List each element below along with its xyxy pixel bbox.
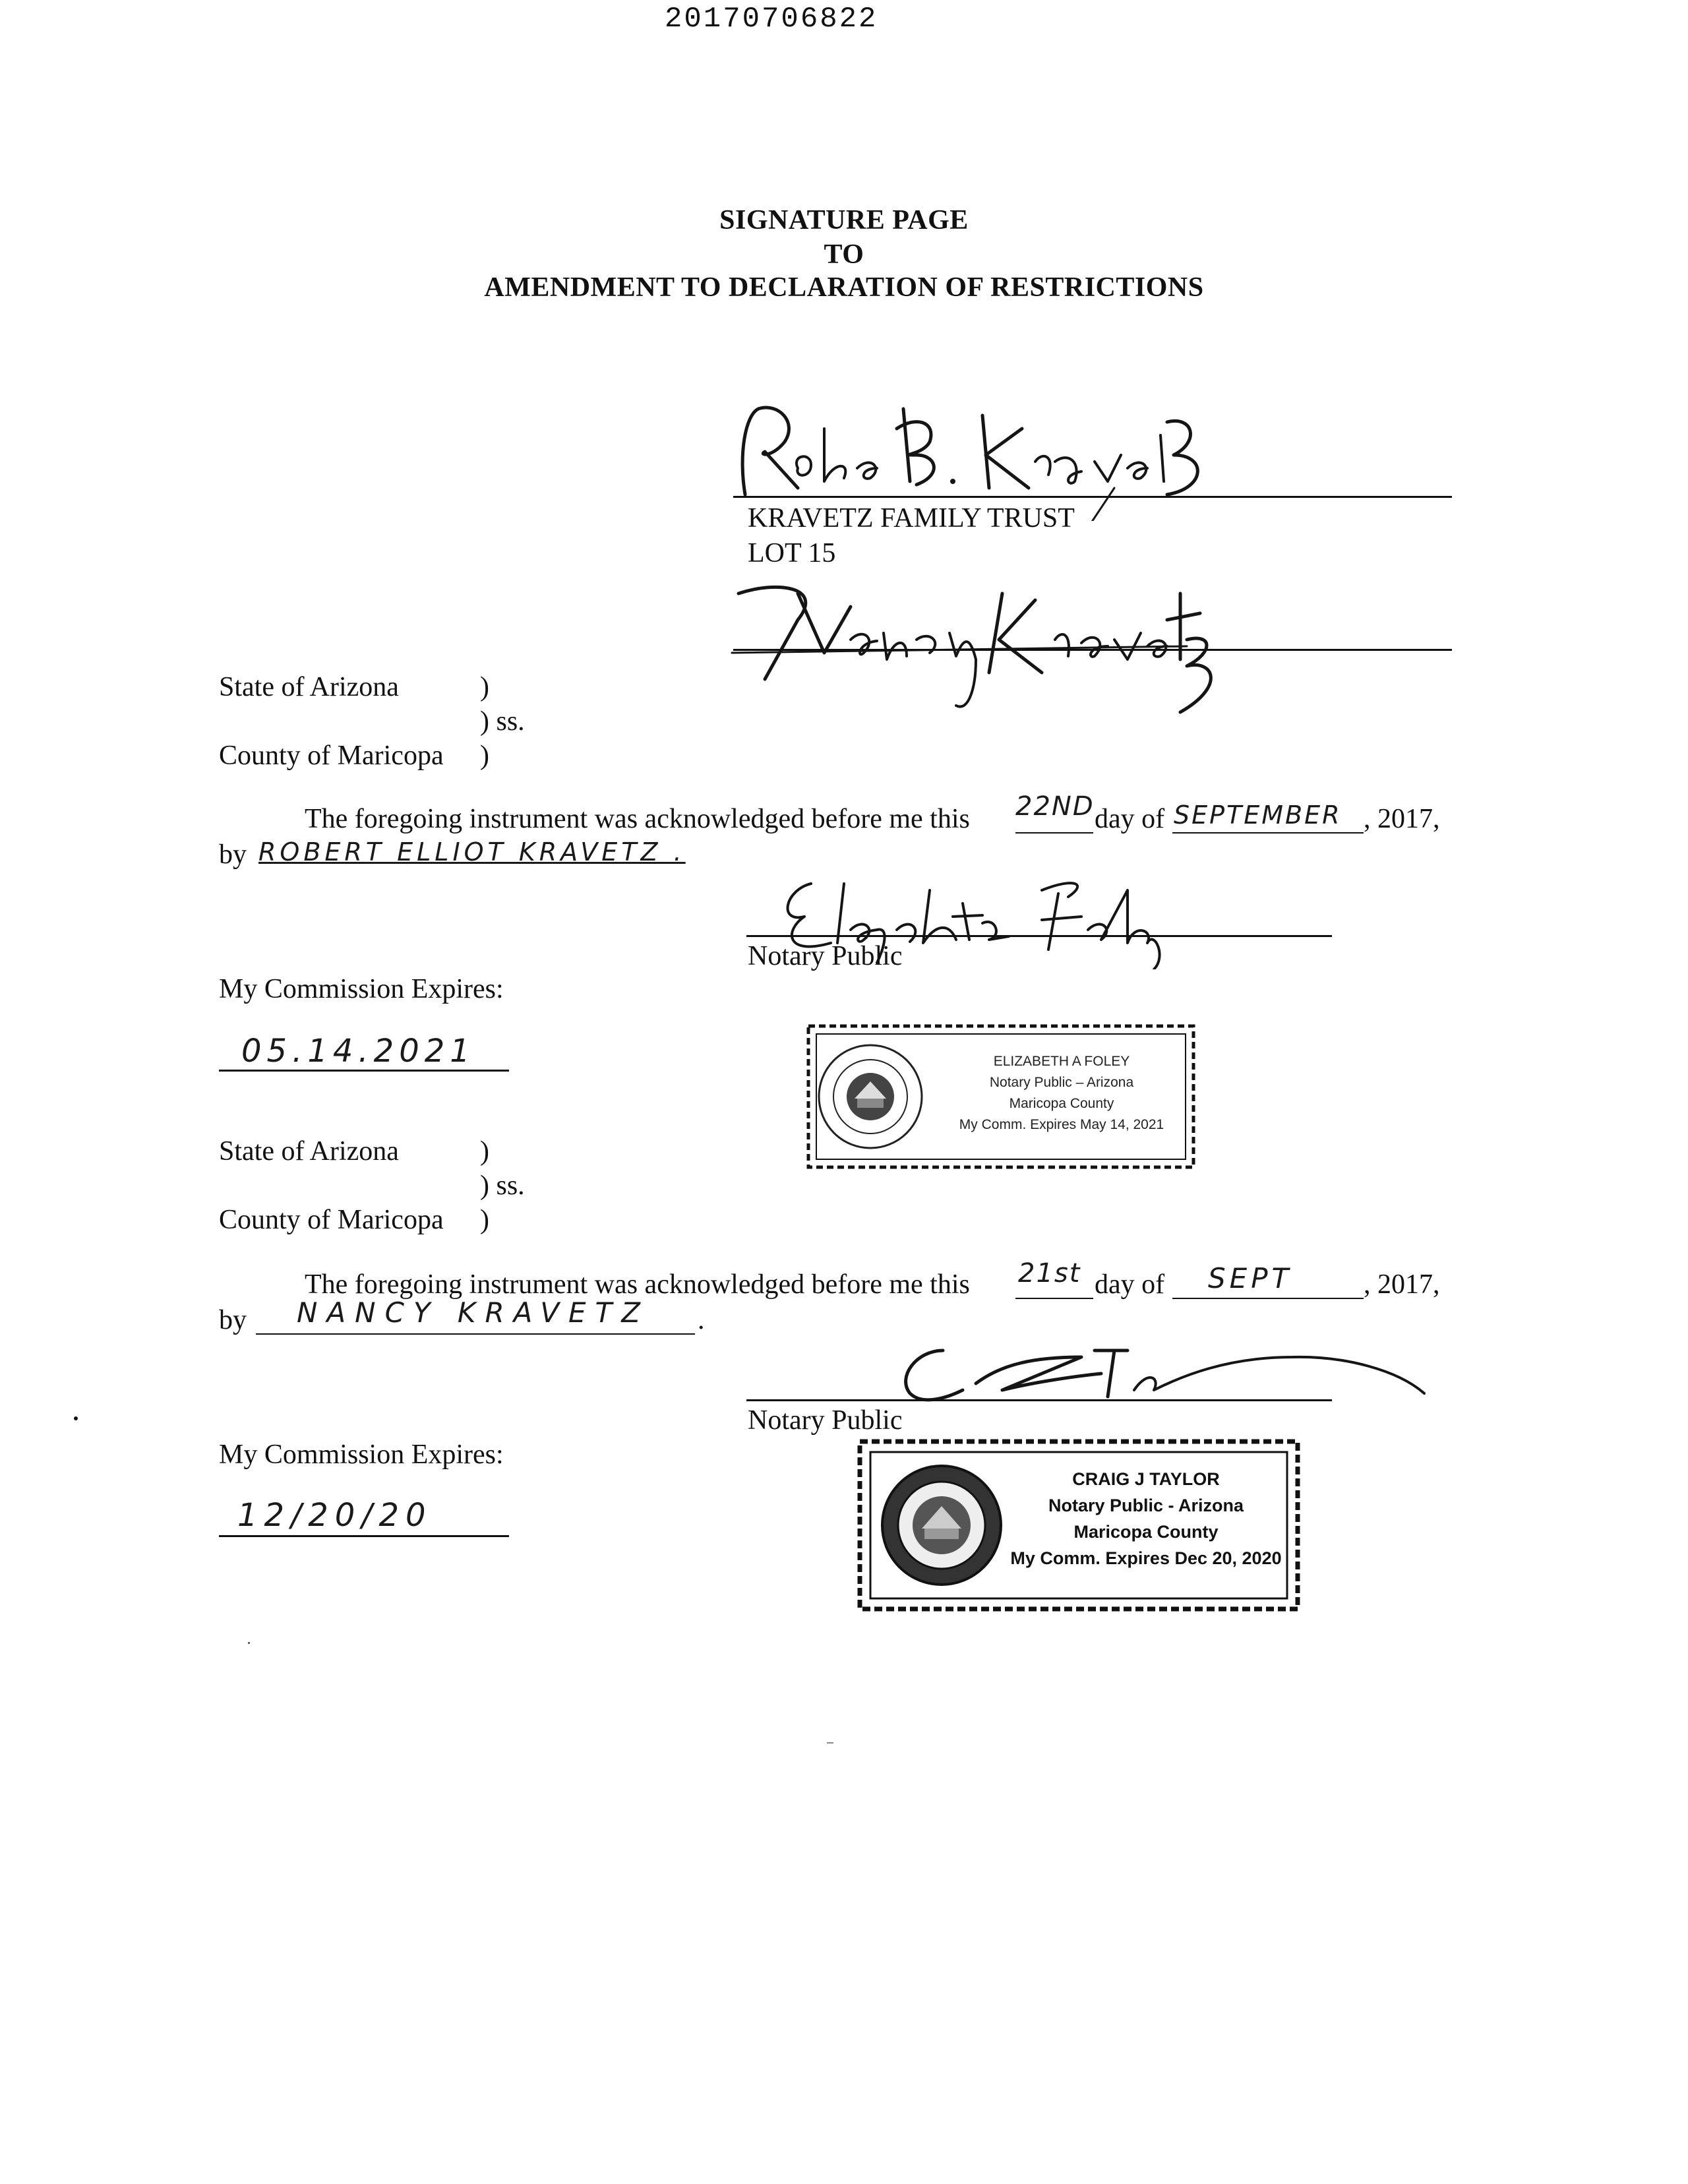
stamp1-line4: My Comm. Expires May 14, 2021 xyxy=(959,1117,1164,1132)
notary-signature-craig-taylor xyxy=(884,1337,1437,1416)
ack2-month-line xyxy=(1172,1298,1364,1299)
scan-speck xyxy=(827,1742,833,1744)
ack2-year: , 2017, xyxy=(1364,1269,1440,1300)
title-line-2: TO xyxy=(824,239,864,270)
state-seal-icon xyxy=(819,1045,922,1148)
notary-stamp-craig-taylor xyxy=(856,1436,1304,1614)
ack2-commission-date: 12/20/20 xyxy=(237,1497,433,1534)
ack1-month: SEPTEMBER xyxy=(1174,801,1342,830)
ack2-by-name: NANCY KRAVETZ xyxy=(297,1296,649,1329)
ack1-commission-label: My Commission Expires: xyxy=(219,974,504,1004)
ack1-notary-label: Notary Public xyxy=(748,941,903,971)
stamp2-line2: Notary Public - Arizona xyxy=(1048,1496,1244,1515)
ack1-year: , 2017, xyxy=(1364,804,1440,834)
ack2-text-before-day: The foregoing instrument was acknowledged before me this xyxy=(305,1269,970,1300)
ack2-state: State of Arizona xyxy=(219,1136,399,1167)
ack1-commission-date: 05.14.2021 xyxy=(241,1033,475,1070)
ack1-day-of: day of xyxy=(1095,804,1165,834)
ack2-day: 21st xyxy=(1018,1258,1081,1289)
ack2-notary-label: Notary Public xyxy=(748,1405,903,1436)
stamp1-name: ELIZABETH A FOLEY xyxy=(993,1054,1130,1069)
lot-number: LOT 15 xyxy=(748,538,836,568)
ack1-text-before-day: The foregoing instrument was acknowledged before me this xyxy=(305,804,970,834)
ack2-ss: ) ss. xyxy=(480,1170,525,1201)
stamp2-name: CRAIG J TAYLOR xyxy=(1072,1469,1220,1489)
signature-line-2 xyxy=(733,649,1452,651)
ack1-ss: ) ss. xyxy=(480,706,525,737)
notary-line-1 xyxy=(746,935,1332,937)
ack2-county: County of Maricopa xyxy=(219,1205,444,1235)
ack2-by-line xyxy=(256,1333,695,1335)
ack1-day-line xyxy=(1015,832,1093,834)
ack2-commission-line xyxy=(219,1535,509,1537)
trust-name: KRAVETZ FAMILY TRUST xyxy=(748,503,1075,533)
scan-speck xyxy=(248,1642,250,1644)
ack1-paren-1: ) xyxy=(480,672,489,702)
ack2-month: SEPT xyxy=(1208,1262,1293,1294)
ack2-commission-label: My Commission Expires: xyxy=(219,1440,504,1470)
stamp1-line2: Notary Public – Arizona xyxy=(989,1075,1134,1090)
ack1-month-line xyxy=(1172,832,1364,834)
ack2-paren-1: ) xyxy=(480,1136,489,1167)
ack1-state: State of Arizona xyxy=(219,672,399,702)
title-line-1: SIGNATURE PAGE xyxy=(719,205,969,235)
signature-robert-kravetz xyxy=(719,389,1220,521)
ack2-paren-3: ) xyxy=(480,1205,489,1235)
state-seal-icon xyxy=(882,1466,1001,1585)
signature-nancy-kravetz xyxy=(725,567,1226,719)
stamp1-line3: Maricopa County xyxy=(1009,1096,1114,1111)
ack2-day-line xyxy=(1015,1298,1093,1299)
ack1-county: County of Maricopa xyxy=(219,741,444,771)
stamp2-line3: Maricopa County xyxy=(1073,1522,1219,1542)
document-number: 20170706822 xyxy=(665,3,878,36)
ack2-day-of: day of xyxy=(1095,1269,1165,1300)
ack1-paren-3: ) xyxy=(480,741,489,771)
ack1-day: 22ND xyxy=(1015,791,1095,822)
ack2-by-end: . xyxy=(698,1305,705,1335)
notary-line-2 xyxy=(746,1399,1332,1401)
signature-line-1 xyxy=(733,496,1452,498)
ack1-by-name: ROBERT ELLIOT KRAVETZ . xyxy=(258,837,686,866)
scan-speck xyxy=(74,1416,78,1420)
notary-stamp-elizabeth-foley xyxy=(804,1021,1200,1172)
ack2-by-label: by xyxy=(219,1305,247,1335)
ack1-by-label: by xyxy=(219,839,247,870)
title-line-3: AMENDMENT TO DECLARATION OF RESTRICTIONS xyxy=(484,272,1204,303)
stamp2-line4: My Comm. Expires Dec 20, 2020 xyxy=(1010,1548,1282,1568)
ack1-commission-line xyxy=(219,1070,509,1072)
